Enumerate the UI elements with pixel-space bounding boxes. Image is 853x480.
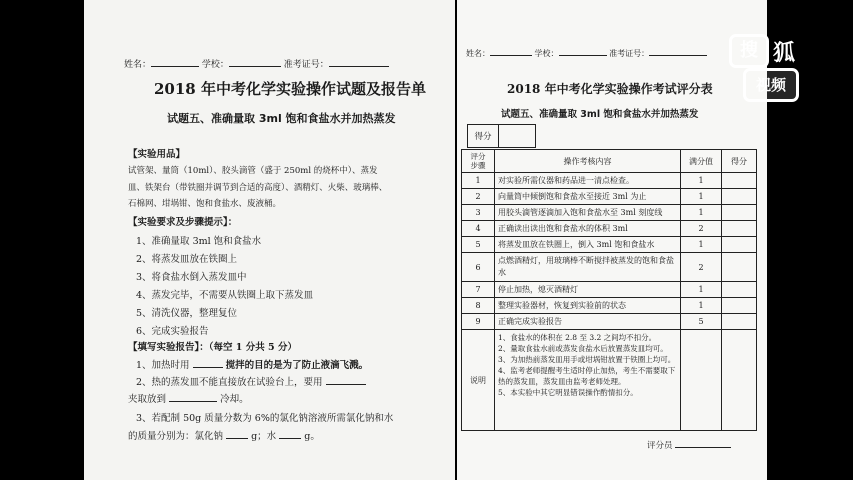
row-step: 9 xyxy=(462,314,495,330)
notes-label: 说明 xyxy=(462,330,495,431)
q1-suffix: 搅拌的目的是为了防止液滴飞溅。 xyxy=(225,360,369,371)
note-item: 2、量取食盐水前或蒸发食盐水后放置蒸发皿均可。 xyxy=(498,344,668,353)
row-full: 1 xyxy=(681,298,722,314)
school-blank xyxy=(229,57,281,67)
step-item: 2、将蒸发皿放在铁圈上 xyxy=(136,254,238,265)
q1-blank xyxy=(193,358,223,368)
row-content: 点燃酒精灯，用玻璃棒不断搅拌被蒸发的饱和食盐水 xyxy=(495,253,681,282)
left-header-line xyxy=(124,57,389,70)
exam-no-label: 准考证号： xyxy=(609,49,650,58)
step-item: 1、准确量取 3ml 饱和食盐水 xyxy=(136,236,262,247)
sohu-video-watermark xyxy=(729,34,809,100)
row-score xyxy=(722,298,757,314)
total-score-value xyxy=(499,125,536,148)
notes-full xyxy=(681,330,722,431)
row-step: 2 xyxy=(462,189,495,205)
col-full-header: 满分值 xyxy=(681,150,722,173)
row-content: 向量筒中倾倒饱和食盐水至接近 3ml 为止 xyxy=(495,189,681,205)
grader-label: 评分员 xyxy=(647,441,673,451)
watermark-video-box: 视频 xyxy=(743,68,799,102)
total-score-box xyxy=(467,124,536,148)
row-content: 对实验所需仪器和药品进一清点检查。 xyxy=(495,173,681,189)
table-row xyxy=(462,205,757,221)
row-step: 8 xyxy=(462,298,495,314)
step-item: 3、将食盐水倒入蒸发皿中 xyxy=(136,272,247,283)
row-step: 5 xyxy=(462,237,495,253)
step-item: 6、完成实验报告 xyxy=(136,326,209,337)
exam-no-label: 准考证号： xyxy=(283,60,329,70)
right-header-line xyxy=(466,47,707,59)
table-row xyxy=(462,298,757,314)
row-full: 2 xyxy=(681,221,722,237)
row-score xyxy=(722,173,757,189)
question-2-cont xyxy=(128,391,249,405)
notes-content xyxy=(495,330,681,431)
school-label: 学校： xyxy=(534,49,559,58)
left-subtitle: 试题五、准确量取 3ml 饱和食盐水并加热蒸发 xyxy=(167,112,396,125)
q3-salt-label: 的质量分别为：氯化钠 xyxy=(128,431,224,442)
col-score-header: 得分 xyxy=(722,150,757,173)
row-score xyxy=(722,221,757,237)
row-full: 1 xyxy=(681,205,722,221)
row-content: 正确完成实验报告 xyxy=(495,314,681,330)
row-content: 用胶头滴管逐滴加入饱和食盐水至 3ml 刻度线 xyxy=(495,205,681,221)
row-full: 5 xyxy=(681,314,722,330)
left-title: 2018 年中考化学实验操作试题及报告单 xyxy=(154,80,426,98)
row-full: 2 xyxy=(681,253,722,282)
q1-prefix: 1、加热时用 xyxy=(136,360,190,371)
total-score-label: 得分 xyxy=(468,125,499,148)
row-score xyxy=(722,189,757,205)
note-item: 4、监考老师提醒考生适时停止加热，考生不需要取下热的蒸发皿，蒸发皿由监考老师处理。 xyxy=(498,366,676,386)
exam-no-blank xyxy=(329,57,389,67)
step-item: 4、蒸发完毕，不需要从铁圈上取下蒸发皿 xyxy=(136,290,314,301)
q3-unit: g。 xyxy=(304,431,320,442)
row-full: 1 xyxy=(681,173,722,189)
q2-blank-1 xyxy=(326,375,366,385)
table-row xyxy=(462,282,757,298)
school-blank xyxy=(559,47,607,56)
notes-row xyxy=(462,330,757,431)
table-row xyxy=(462,189,757,205)
name-blank xyxy=(490,47,532,56)
row-content: 将蒸发皿放在铁圈上，倒入 3ml 饱和食盐水 xyxy=(495,237,681,253)
right-title: 2018 年中考化学实验操作考试评分表 xyxy=(507,82,713,96)
score-table xyxy=(461,149,757,431)
col-content-header: 操作考核内容 xyxy=(495,150,681,173)
row-score xyxy=(722,205,757,221)
note-item: 3、为加热前蒸发皿用手或坩埚钳放置于铁圈上均可。 xyxy=(498,355,676,364)
q2-prefix: 2、热的蒸发皿不能直接放在试验台上，要用 xyxy=(136,377,323,388)
table-row xyxy=(462,237,757,253)
notes-score xyxy=(722,330,757,431)
name-label: 姓名： xyxy=(466,49,490,58)
table-row xyxy=(462,314,757,330)
row-score xyxy=(722,314,757,330)
school-label: 学校： xyxy=(201,60,229,70)
watermark-fox-char: 狐 xyxy=(773,41,796,66)
question-2 xyxy=(136,374,366,388)
q3-water-label: g；水 xyxy=(251,431,277,442)
name-blank xyxy=(151,57,199,67)
q3-water-blank xyxy=(279,429,301,439)
right-score-sheet xyxy=(457,0,767,480)
row-step: 1 xyxy=(462,173,495,189)
materials-line: 皿、铁架台（带铁圈并调节到合适的高度）、酒精灯、火柴、玻璃棒、 xyxy=(128,183,388,193)
row-content: 停止加热，熄灭酒精灯 xyxy=(495,282,681,298)
row-score xyxy=(722,253,757,282)
note-item: 1、食盐水的体积在 2.8 至 3.2 之间均不扣分。 xyxy=(498,333,657,342)
table-row xyxy=(462,221,757,237)
question-3-cont xyxy=(128,428,320,442)
exam-no-blank xyxy=(649,47,707,56)
watermark-char-box: 搜 xyxy=(729,34,769,68)
row-score xyxy=(722,282,757,298)
row-step: 7 xyxy=(462,282,495,298)
step-item: 5、清洗仪器，整理复位 xyxy=(136,308,238,319)
row-full: 1 xyxy=(681,282,722,298)
materials-line: 石棉网、坩埚钳、饱和食盐水、废液桶。 xyxy=(128,199,282,209)
col-step-header: 评分 步骤 xyxy=(462,150,495,173)
table-row xyxy=(462,173,757,189)
question-3: 3、若配制 50g 质量分数为 6%的氯化钠溶液所需氯化钠和水 xyxy=(136,413,394,424)
left-exam-sheet xyxy=(84,0,455,480)
q2-blank-2 xyxy=(169,392,217,402)
grader-blank xyxy=(675,438,731,448)
table-row xyxy=(462,253,757,282)
question-1 xyxy=(136,357,368,371)
steps-heading: 【实验要求及步骤提示】： xyxy=(128,217,238,228)
row-content: 整理实验器材，恢复到实验前的状态 xyxy=(495,298,681,314)
materials-heading: 【实验用品】 xyxy=(128,149,186,160)
note-item: 5、本实验中其它明显错误操作酌情扣分。 xyxy=(498,388,638,397)
row-step: 6 xyxy=(462,253,495,282)
table-header-row xyxy=(462,150,757,173)
q2-mid: 夹取放到 xyxy=(128,394,167,405)
row-step: 4 xyxy=(462,221,495,237)
right-subtitle: 试题五、准确量取 3ml 饱和食盐水并加热蒸发 xyxy=(501,109,699,120)
name-label: 姓名： xyxy=(124,60,152,70)
report-heading: 【填写实验报告】：（每空 1 分共 5 分） xyxy=(128,342,297,353)
materials-line: 试管架、量筒（10ml）、胶头滴管（盛于 250ml 的烧杯中）、蒸发 xyxy=(128,166,378,176)
q2-suffix: 冷却。 xyxy=(220,394,249,405)
row-score xyxy=(722,237,757,253)
row-content: 正确读出读出饱和食盐水的体积 3ml xyxy=(495,221,681,237)
row-full: 1 xyxy=(681,189,722,205)
row-full: 1 xyxy=(681,237,722,253)
q3-salt-blank xyxy=(226,429,248,439)
row-step: 3 xyxy=(462,205,495,221)
grader-line xyxy=(647,438,731,451)
